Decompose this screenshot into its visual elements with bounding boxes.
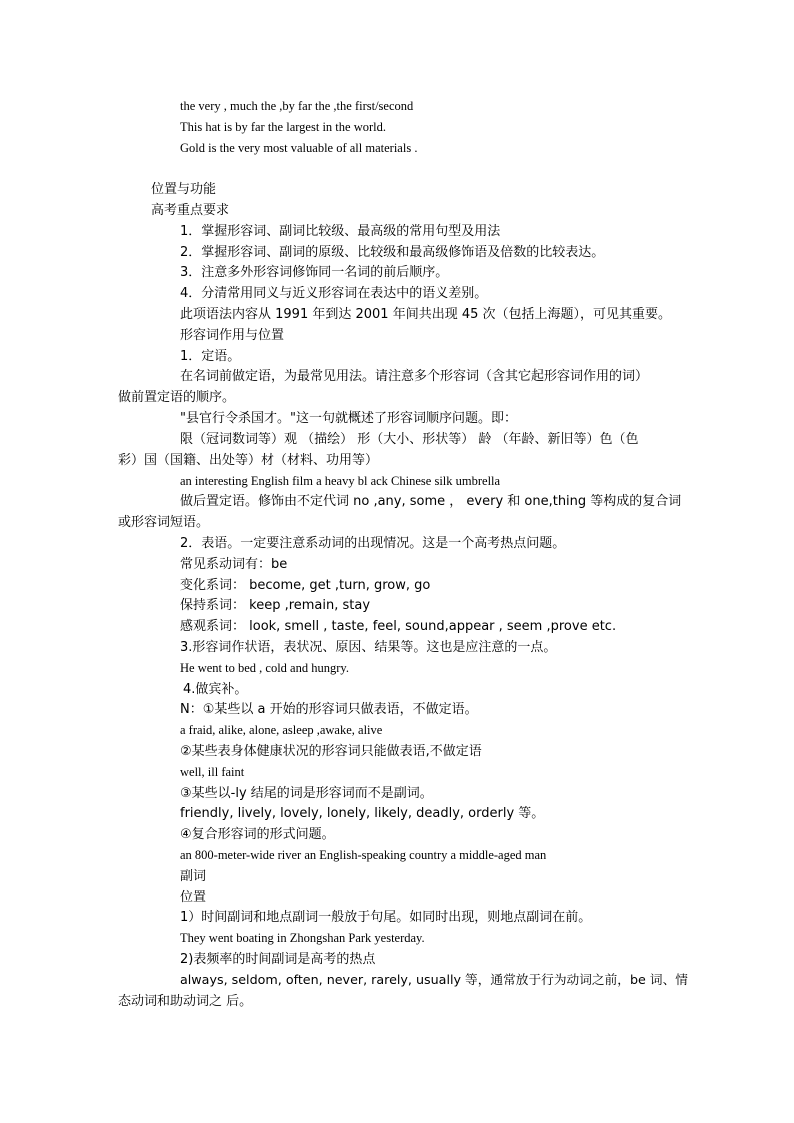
- text-line: 保持系词： keep ,remain, stay: [180, 598, 371, 613]
- section-heading: 高考重点要求: [151, 203, 230, 218]
- section-heading: 位置与功能: [151, 182, 217, 197]
- text-line: "县官行令杀国才。"这一句就概述了形容词顺序问题。即：: [180, 411, 517, 426]
- section-heading: 形容词作用与位置: [180, 328, 285, 343]
- text-line: This hat is by far the largest in the world.: [180, 120, 386, 134]
- text-line: a fraid, alike, alone, asleep ,awake, alive: [180, 723, 383, 737]
- text-line: 常见系动词有：be: [180, 557, 288, 572]
- text-line: 1．掌握形容词、副词比较级、最高级的常用句型及用法: [180, 224, 501, 239]
- text-line: 变化系词： become, get ,turn, grow, go: [180, 578, 431, 593]
- text-line: 做前置定语的顺序。: [118, 390, 236, 405]
- text-line: the very , much the ,by far the ,the first/second: [180, 99, 414, 113]
- text-line: N：①某些以 a 开始的形容词只做表语，不做定语。: [180, 702, 478, 717]
- text-line: 此项语法内容从 1991 年到达 2001 年间共出现 45 次（包括上海题），可见其重要。: [180, 307, 672, 322]
- text-line: an 800-meter-wide river an English-speaking country a middle-aged man: [180, 848, 547, 862]
- text-line: friendly, lively, lovely, lonely, likely, deadly, orderly 等。: [180, 806, 545, 821]
- text-line: always, seldom, often, never, rarely, usually 等，通常放于行为动词之前，be 词、情: [180, 972, 688, 987]
- text-line: ④复合形容词的形式问题。: [180, 827, 335, 842]
- text-line: ②某些表身体健康状况的形容词只能做表语,不做定语: [180, 744, 482, 759]
- text-line: 感观系词： look, smell , taste, feel, sound,appear , seem ,prove etc.: [180, 619, 617, 634]
- text-line: 限（冠词数词等）观 （描绘） 形（大小、形状等） 龄 （年龄、新旧等）色（色: [180, 432, 639, 447]
- text-line: 态动词和助动词之 后。: [118, 994, 253, 1009]
- text-line: 1．定语。: [180, 349, 241, 364]
- text-line: 2)表频率的时间副词是高考的热点: [180, 952, 376, 967]
- text-line: 彩）国（国籍、出处等）材（材料、功用等）: [118, 453, 379, 468]
- section-heading: 副词: [180, 869, 207, 884]
- text-line: 4.做宾补。: [183, 682, 248, 697]
- text-line: 做后置定语。修饰由不定代词 no ,any, some ， every 和 one,thing 等构成的复合词: [180, 494, 682, 509]
- text-line: 2．掌握形容词、副词的原级、比较级和最高级修饰语及倍数的比较表达。: [180, 245, 605, 260]
- text-line: ③某些以-ly 结尾的词是形容词而不是副词。: [180, 786, 433, 801]
- text-line: They went boating in Zhongshan Park yesterday.: [180, 931, 425, 945]
- text-line: 1）时间副词和地点副词一般放于句尾。如同时出现，则地点副词在前。: [180, 910, 592, 925]
- text-line: 2．表语。一定要注意系动词的出现情况。这是一个高考热点问题。: [180, 536, 566, 551]
- text-line: 或形容词短语。: [118, 515, 210, 530]
- text-line: He went to bed , cold and hungry.: [180, 661, 349, 675]
- section-heading: 位置: [180, 890, 207, 905]
- text-line: 在名词前做定语，为最常见用法。请注意多个形容词（含其它起形容词作用的词）: [180, 369, 649, 384]
- text-line: 3.形容词作状语，表状况、原因、结果等。这也是应注意的一点。: [180, 640, 557, 655]
- text-line: Gold is the very most valuable of all materials .: [180, 141, 418, 155]
- text-line: 3．注意多外形容词修饰同一名词的前后顺序。: [180, 265, 449, 280]
- text-line: well, ill faint: [180, 765, 245, 779]
- text-line: 4．分清常用同义与近义形容词在表达中的语义差别。: [180, 286, 488, 301]
- text-line: an interesting English film a heavy bl ack Chinese silk umbrella: [180, 474, 501, 488]
